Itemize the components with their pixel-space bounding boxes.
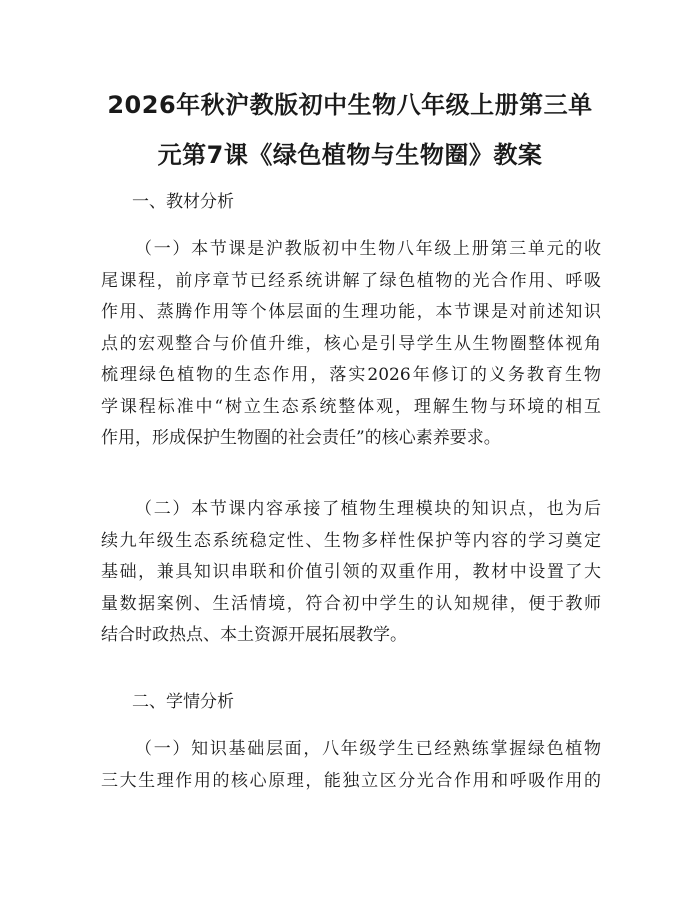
paragraph-line: （一）知识基础层面，八年级学生已经熟练掌握绿色植物 <box>135 739 601 759</box>
paragraph-line: 点的宏观整合与价值升维，核心是引导学生从生物圈整体视角 <box>101 333 601 354</box>
paragraph-line: 梳理绿色植物的生态作用，落实2026年修订的义务教育生物 <box>101 365 601 385</box>
section-heading-textbook-analysis: 一、教材分析 <box>132 192 234 212</box>
paragraph-line: 续九年级生态系统稳定性、生物多样性保护等内容的学习奠定 <box>101 530 601 551</box>
paragraph-textbook-analysis-1 <box>101 234 601 455</box>
paragraph-line: 结合时政热点、本土资源开展拓展教学。 <box>101 625 407 645</box>
paragraph-line: 尾课程，前序章节已经系统讲解了绿色植物的光合作用、呼吸 <box>101 270 601 291</box>
section-heading-learner-analysis: 二、学情分析 <box>132 692 234 712</box>
paragraph-line: （二）本节课内容承接了植物生理模块的知识点，也为后 <box>135 499 601 519</box>
paragraph-line: 基础，兼具知识串联和价值引领的双重作用，教材中设置了大 <box>101 562 601 582</box>
paragraph-line: 作用，形成保护生物圈的社会责任”的核心素养要求。 <box>101 428 501 448</box>
paragraph-learner-analysis-1 <box>101 734 601 797</box>
paragraph-line: 量数据案例、生活情境，符合初中学生的认知规律，便于教师 <box>101 593 601 614</box>
document-title-line-2: 元第7课《绿色植物与生物圈》教案 <box>157 141 543 169</box>
document-title-line-1: 2026年秋沪教版初中生物八年级上册第三单 <box>107 91 593 119</box>
paragraph-line: 三大生理作用的核心原理，能独立区分光合作用和呼吸作用的 <box>101 770 601 791</box>
paragraph-line: （一）本节课是沪教版初中生物八年级上册第三单元的收 <box>135 239 601 259</box>
paragraph-line: 学课程标准中“树立生态系统整体观，理解生物与环境的相互 <box>101 396 601 417</box>
paragraph-line: 作用、蒸腾作用等个体层面的生理功能，本节课是对前述知识 <box>101 302 601 322</box>
paragraph-textbook-analysis-2 <box>101 494 601 652</box>
